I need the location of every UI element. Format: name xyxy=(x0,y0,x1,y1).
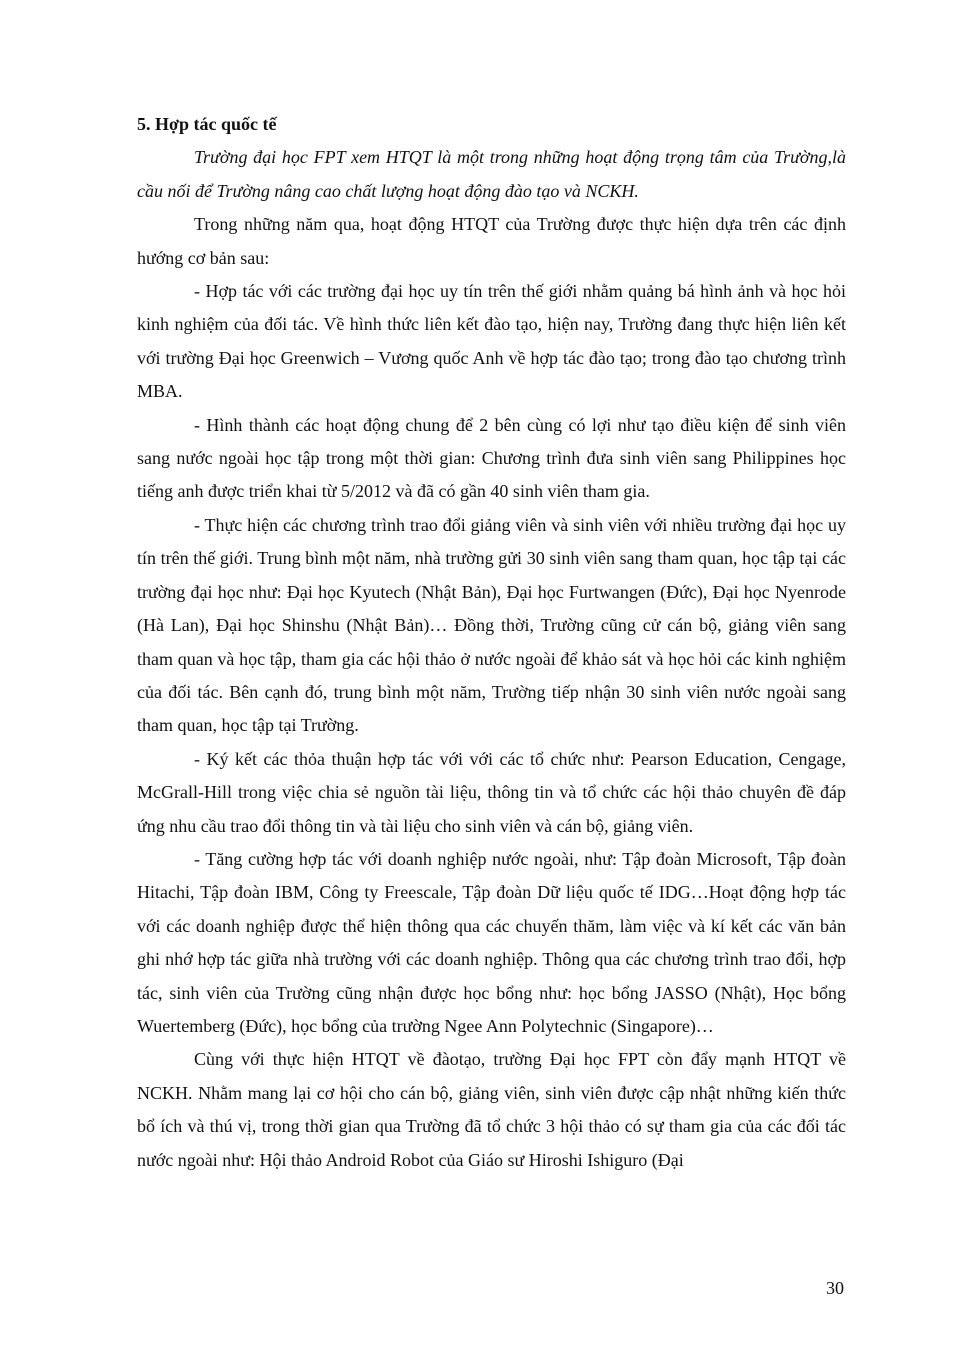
paragraph-research-cooperation: Cùng với thực hiện HTQT về đàotạo, trường Đại học FPT còn đẩy mạnh HTQT về NCKH. Nhằm mang lại cơ hội cho cán bộ, giảng viên, sinh viên được cập nhật những kiến thức bổ ích và thú vị, trong thời gian qua Trường đã tổ chức 3 hội thảo có sự tham gia của các đối tác nước ngoài như: Hội thảo Android Robot của Giáo sư Hiroshi Ishiguro (Đại xyxy=(137,1049,846,1170)
paragraph-exchange-programs: - Thực hiện các chương trình trao đổi giảng viên và sinh viên với nhiều trường đại học uy tín trên thế giới. Trung bình một năm, nhà trường gửi 30 sinh viên sang tham quan, học tập tại các trường đại học như: Đại học Kyutech (Nhật Bản), Đại học Furtwangen (Đức), Đại học Nyenrode (Hà Lan), Đại học Shinshu (Nhật Bản)… Đồng thời, Trường cũng cử cán bộ, giảng viên sang tham quan và học tập, tham gia các hội thảo ở nước ngoài để khảo sát và học hỏi các kinh nghiệm của đối tác. Bên cạnh đó, trung bình một năm, Trường tiếp nhận 30 sinh viên nước ngoài sang tham quan, học tập tại Trường. xyxy=(137,514,846,736)
paragraph-university-cooperation: - Hợp tác với các trường đại học uy tín trên thế giới nhằm quảng bá hình ảnh và học hỏi kinh nghiệm của đối tác. Về hình thức liên kết đào tạo, hiện nay, Trường đang thực hiện liên kết với trường Đại học Greenwich – Vương quốc Anh về hợp tác đào tạo; trong đào tạo chương trình MBA. xyxy=(137,281,846,402)
paragraph-enterprise-cooperation: - Tăng cường hợp tác với doanh nghiệp nước ngoài, như: Tập đoàn Microsoft, Tập đoàn Hitachi, Tập đoàn IBM, Công ty Freescale, Tập đoàn Dữ liệu quốc tế IDG…Hoạt động hợp tác với các doanh nghiệp được thể hiện thông qua các chuyến thăm, làm việc và kí kết các văn bản ghi nhớ hợp tác giữa nhà trường với các doanh nghiệp. Thông qua các chương trình trao đổi, hợp tác, sinh viên của Trường cũng nhận được học bổng như: học bổng JASSO (Nhật), Học bổng Wuertemberg (Đức), học bổng của trường Ngee Ann Polytechnic (Singapore)… xyxy=(137,848,846,1036)
intro-paragraph: Trường đại học FPT xem HTQT là một trong những hoạt động trọng tâm của Trường,là cầu nối để Trường nâng cao chất lượng hoạt động đào tạo và NCKH. xyxy=(137,147,846,201)
paragraph-joint-activities: - Hình thành các hoạt động chung để 2 bên cùng có lợi như tạo điều kiện để sinh viên sang nước ngoài học tập trong một thời gian: Chương trình đưa sinh viên sang Philippines học tiếng anh được triển khai từ 5/2012 và đã có gần 40 sinh viên tham gia. xyxy=(137,414,846,502)
document-page xyxy=(137,108,846,1177)
section-heading: 5. Hợp tác quốc tế xyxy=(137,114,277,134)
paragraph-agreements: - Ký kết các thỏa thuận hợp tác với với các tổ chức như: Pearson Education, Cengage, McGrall-Hill trong việc chia sẻ nguồn tài liệu, thông tin và tổ chức các hội thảo chuyên đề đáp ứng nhu cầu trao đổi thông tin và tài liệu cho sinh viên và cán bộ, giảng viên. xyxy=(137,748,846,836)
paragraph-orientation: Trong những năm qua, hoạt động HTQT của Trường được thực hiện dựa trên các định hướng cơ bản sau: xyxy=(137,214,846,268)
page-number: 30 xyxy=(826,1278,844,1298)
